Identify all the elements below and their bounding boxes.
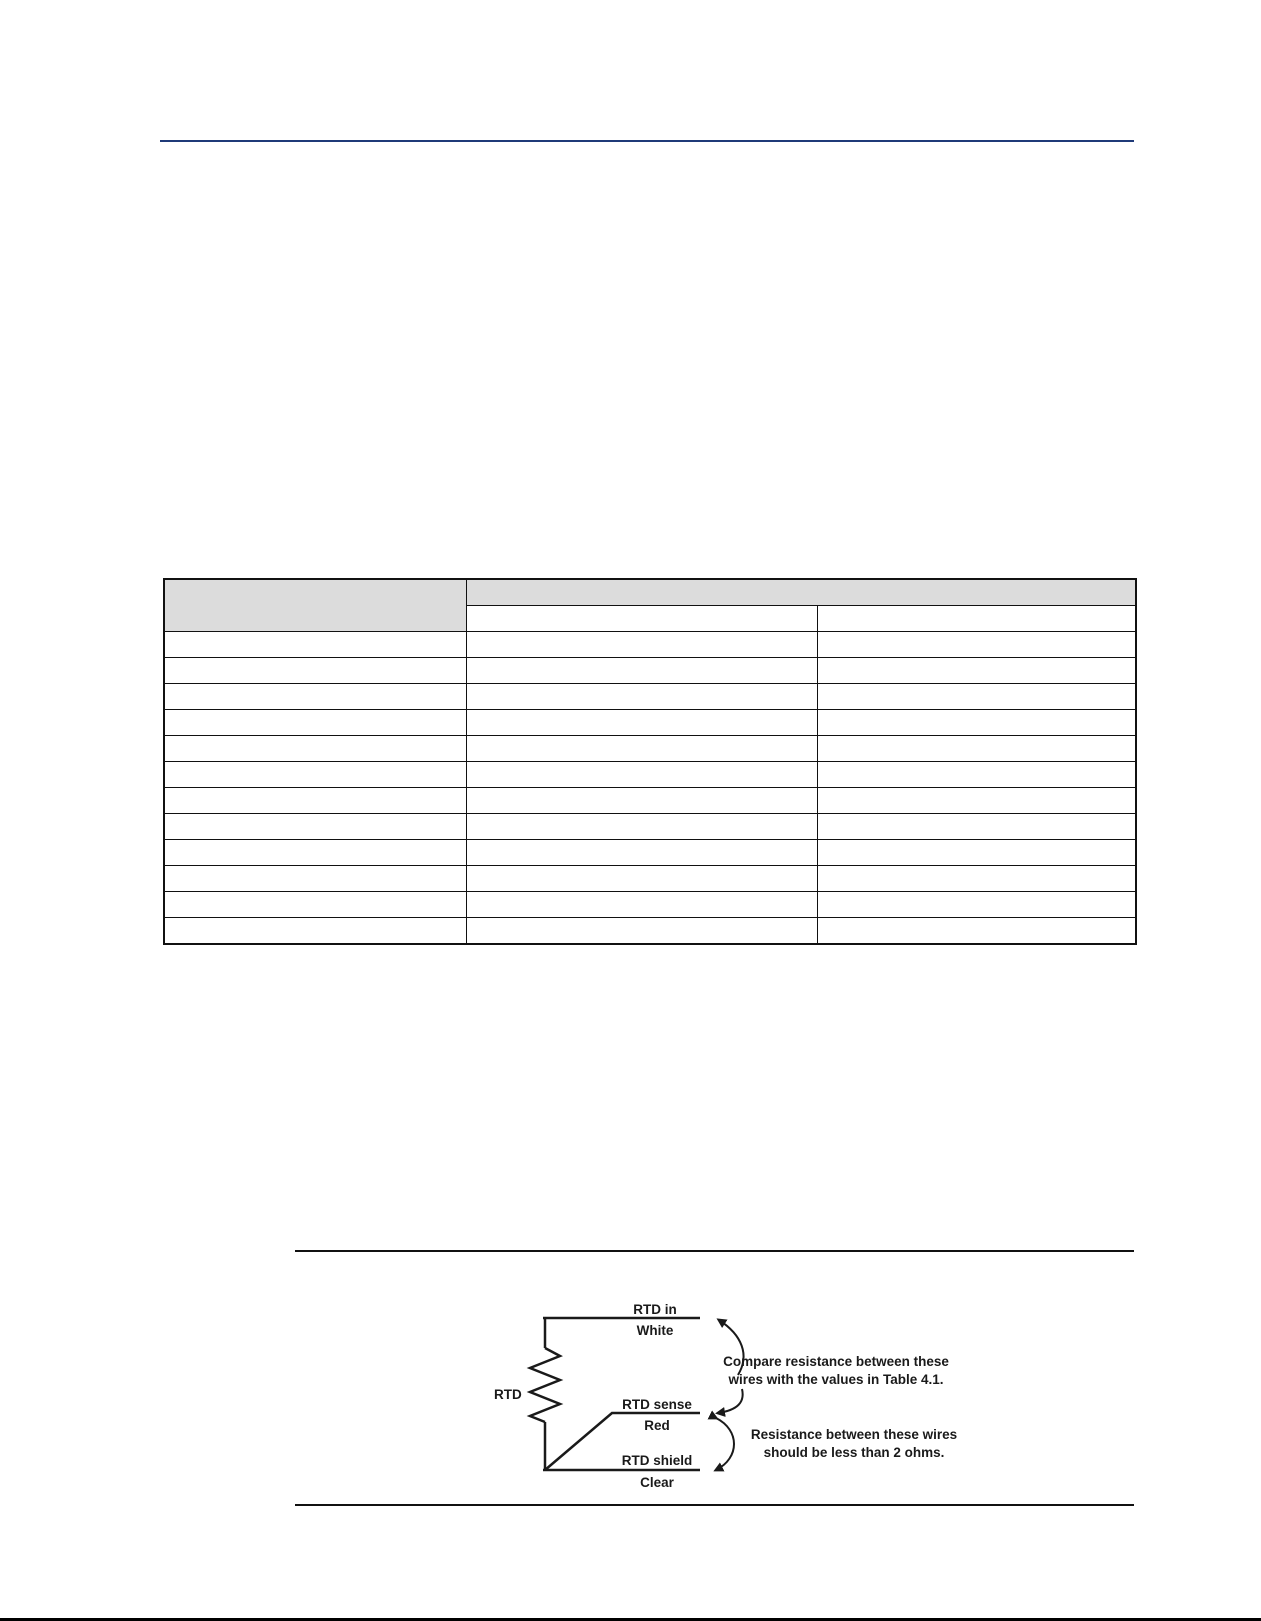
- rtd-label: RTD: [494, 1387, 522, 1402]
- rtd-sense-label: RTD sense: [622, 1397, 692, 1412]
- note-compare-line2: wires with the values in Table 4.1.: [728, 1372, 944, 1387]
- arrow-to-red: [718, 1389, 743, 1413]
- white-label: White: [636, 1323, 674, 1338]
- note-compare-line1: Compare resistance between these: [723, 1354, 949, 1369]
- note-resistance-line2: should be less than 2 ohms.: [763, 1445, 945, 1460]
- arrow-red-to-clear: [716, 1418, 734, 1470]
- rtd-in-label: RTD in: [633, 1302, 677, 1317]
- rtd-resistor-symbol: [530, 1348, 560, 1422]
- figure-bottom-rule: [295, 1504, 1134, 1506]
- rtd-shield-label: RTD shield: [621, 1453, 693, 1468]
- note-resistance-line1: Resistance between these wires: [750, 1427, 958, 1442]
- clear-label: Clear: [640, 1475, 674, 1490]
- red-label: Red: [644, 1418, 670, 1433]
